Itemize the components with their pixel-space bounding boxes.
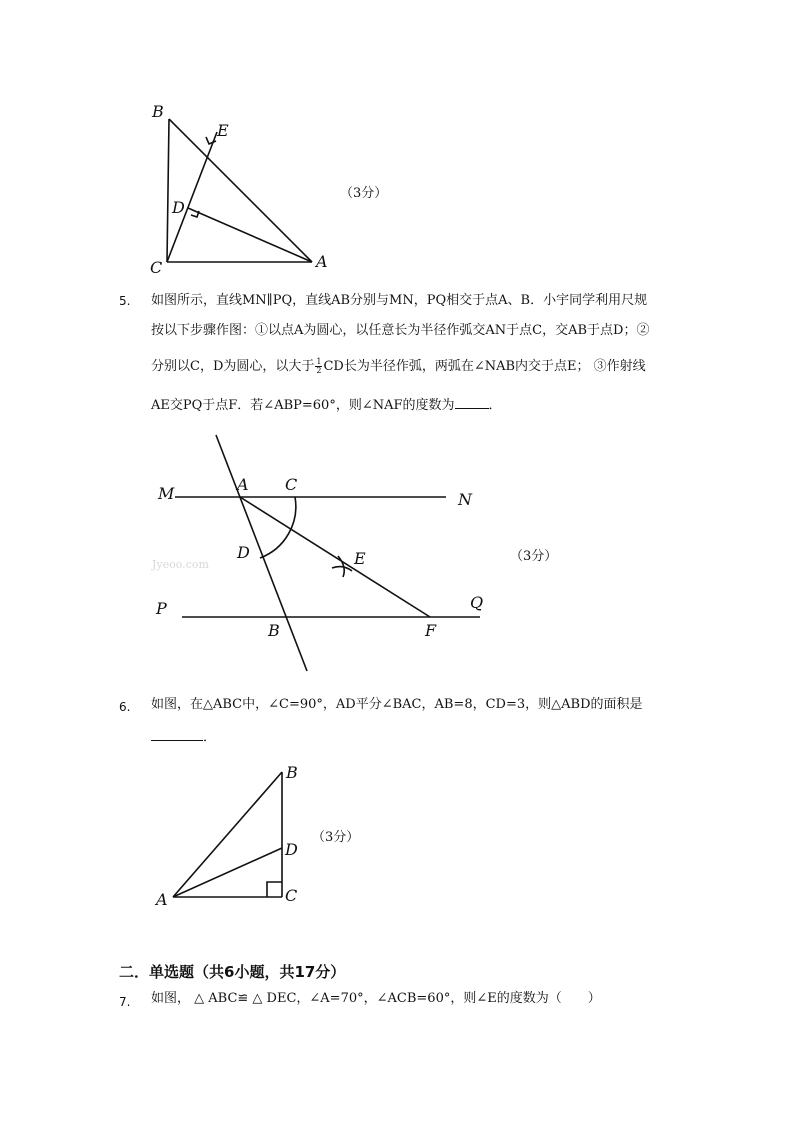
fig2-label-p: P — [156, 599, 167, 618]
fig1-label-a: A — [316, 252, 328, 271]
fig2-label-d: D — [237, 543, 250, 562]
fig3-label-d: D — [285, 840, 298, 859]
arc-cd — [260, 497, 296, 558]
question-7-text: 如图， △ ABC≌ △ DEC，∠A=70°，∠ACB=60°，则∠E的度数为（ ） — [151, 991, 601, 1006]
figure-1-triangle — [140, 95, 340, 280]
answer-blank-5[interactable] — [455, 396, 489, 409]
question-6-line-2 — [151, 728, 216, 747]
ray-af — [240, 497, 430, 617]
question-7-number: 7. — [119, 995, 131, 1009]
question-5-line-4-text: AE交PQ于点F．若∠ABP=60°，则∠NAF的度数为 — [151, 398, 455, 413]
right-angle-mark-c — [267, 882, 282, 897]
fig2-label-f: F — [425, 621, 437, 640]
question-5-score: （3分） — [510, 549, 558, 564]
segment-ab — [173, 772, 282, 897]
fig2-label-c: C — [285, 475, 298, 494]
question-6-line-2-end: ． — [203, 730, 217, 745]
segment-bc — [167, 119, 169, 262]
fig3-label-b: B — [286, 763, 298, 782]
figure-2-parallel-lines — [150, 428, 500, 678]
question-4-score: （3分） — [340, 186, 388, 201]
segment-ba — [169, 119, 312, 262]
question-6-number: 6. — [119, 700, 131, 714]
question-6-score: （3分） — [312, 830, 360, 845]
fig2-label-e: E — [354, 549, 366, 568]
question-5-line-1: 如图所示，直线MN∥PQ，直线AB分别与MN，PQ相交于点A、B．小宇同学利用尺规 — [151, 293, 648, 308]
figure-3-right-triangle — [150, 755, 320, 915]
section-2-title: 二．单选题（共6小题，共17分） — [119, 963, 346, 981]
answer-blank-6[interactable] — [151, 728, 203, 741]
fig1-label-b: B — [152, 102, 164, 121]
segment-ce — [167, 132, 217, 262]
fig2-label-m: M — [158, 484, 175, 503]
fig1-label-e: E — [217, 121, 229, 140]
question-5-line-3 — [151, 358, 646, 376]
segment-ad — [173, 848, 282, 897]
segment-da — [188, 208, 312, 262]
question-5-line-2: 按以下步骤作图：①以点A为圆心，以任意长为半径作弧交AN于点C，交AB于点D；② — [151, 323, 650, 338]
fig3-label-a: A — [156, 890, 168, 909]
fig2-label-b: B — [268, 621, 280, 640]
fraction-one-half: $\frac{1}{2}$ — [316, 357, 322, 375]
question-6-line-1: 如图，在△ABC中，∠C=90°，AD平分∠BAC，AB=8，CD=3，则△ABD的面积是 — [151, 697, 643, 712]
line-ab — [216, 435, 307, 671]
fig1-label-c: C — [150, 258, 163, 277]
arc-e-2 — [332, 567, 352, 571]
watermark: Jyeoo.com — [152, 558, 209, 571]
question-5-line-3-pre: 分别以C，D为圆心，以大于 — [151, 359, 315, 374]
question-5-line-4-end: ． — [488, 398, 502, 413]
fig1-label-d: D — [172, 198, 185, 217]
fig2-label-a: A — [237, 475, 249, 494]
question-5-line-4 — [151, 396, 502, 415]
fig3-label-c: C — [285, 886, 298, 905]
fig2-label-n: N — [458, 490, 472, 509]
fig2-label-q: Q — [470, 593, 484, 612]
question-5-line-3-post: CD长为半径作弧，两弧在∠NAB内交于点E； ③作射线 — [323, 359, 646, 374]
question-5-number: 5. — [119, 294, 131, 308]
